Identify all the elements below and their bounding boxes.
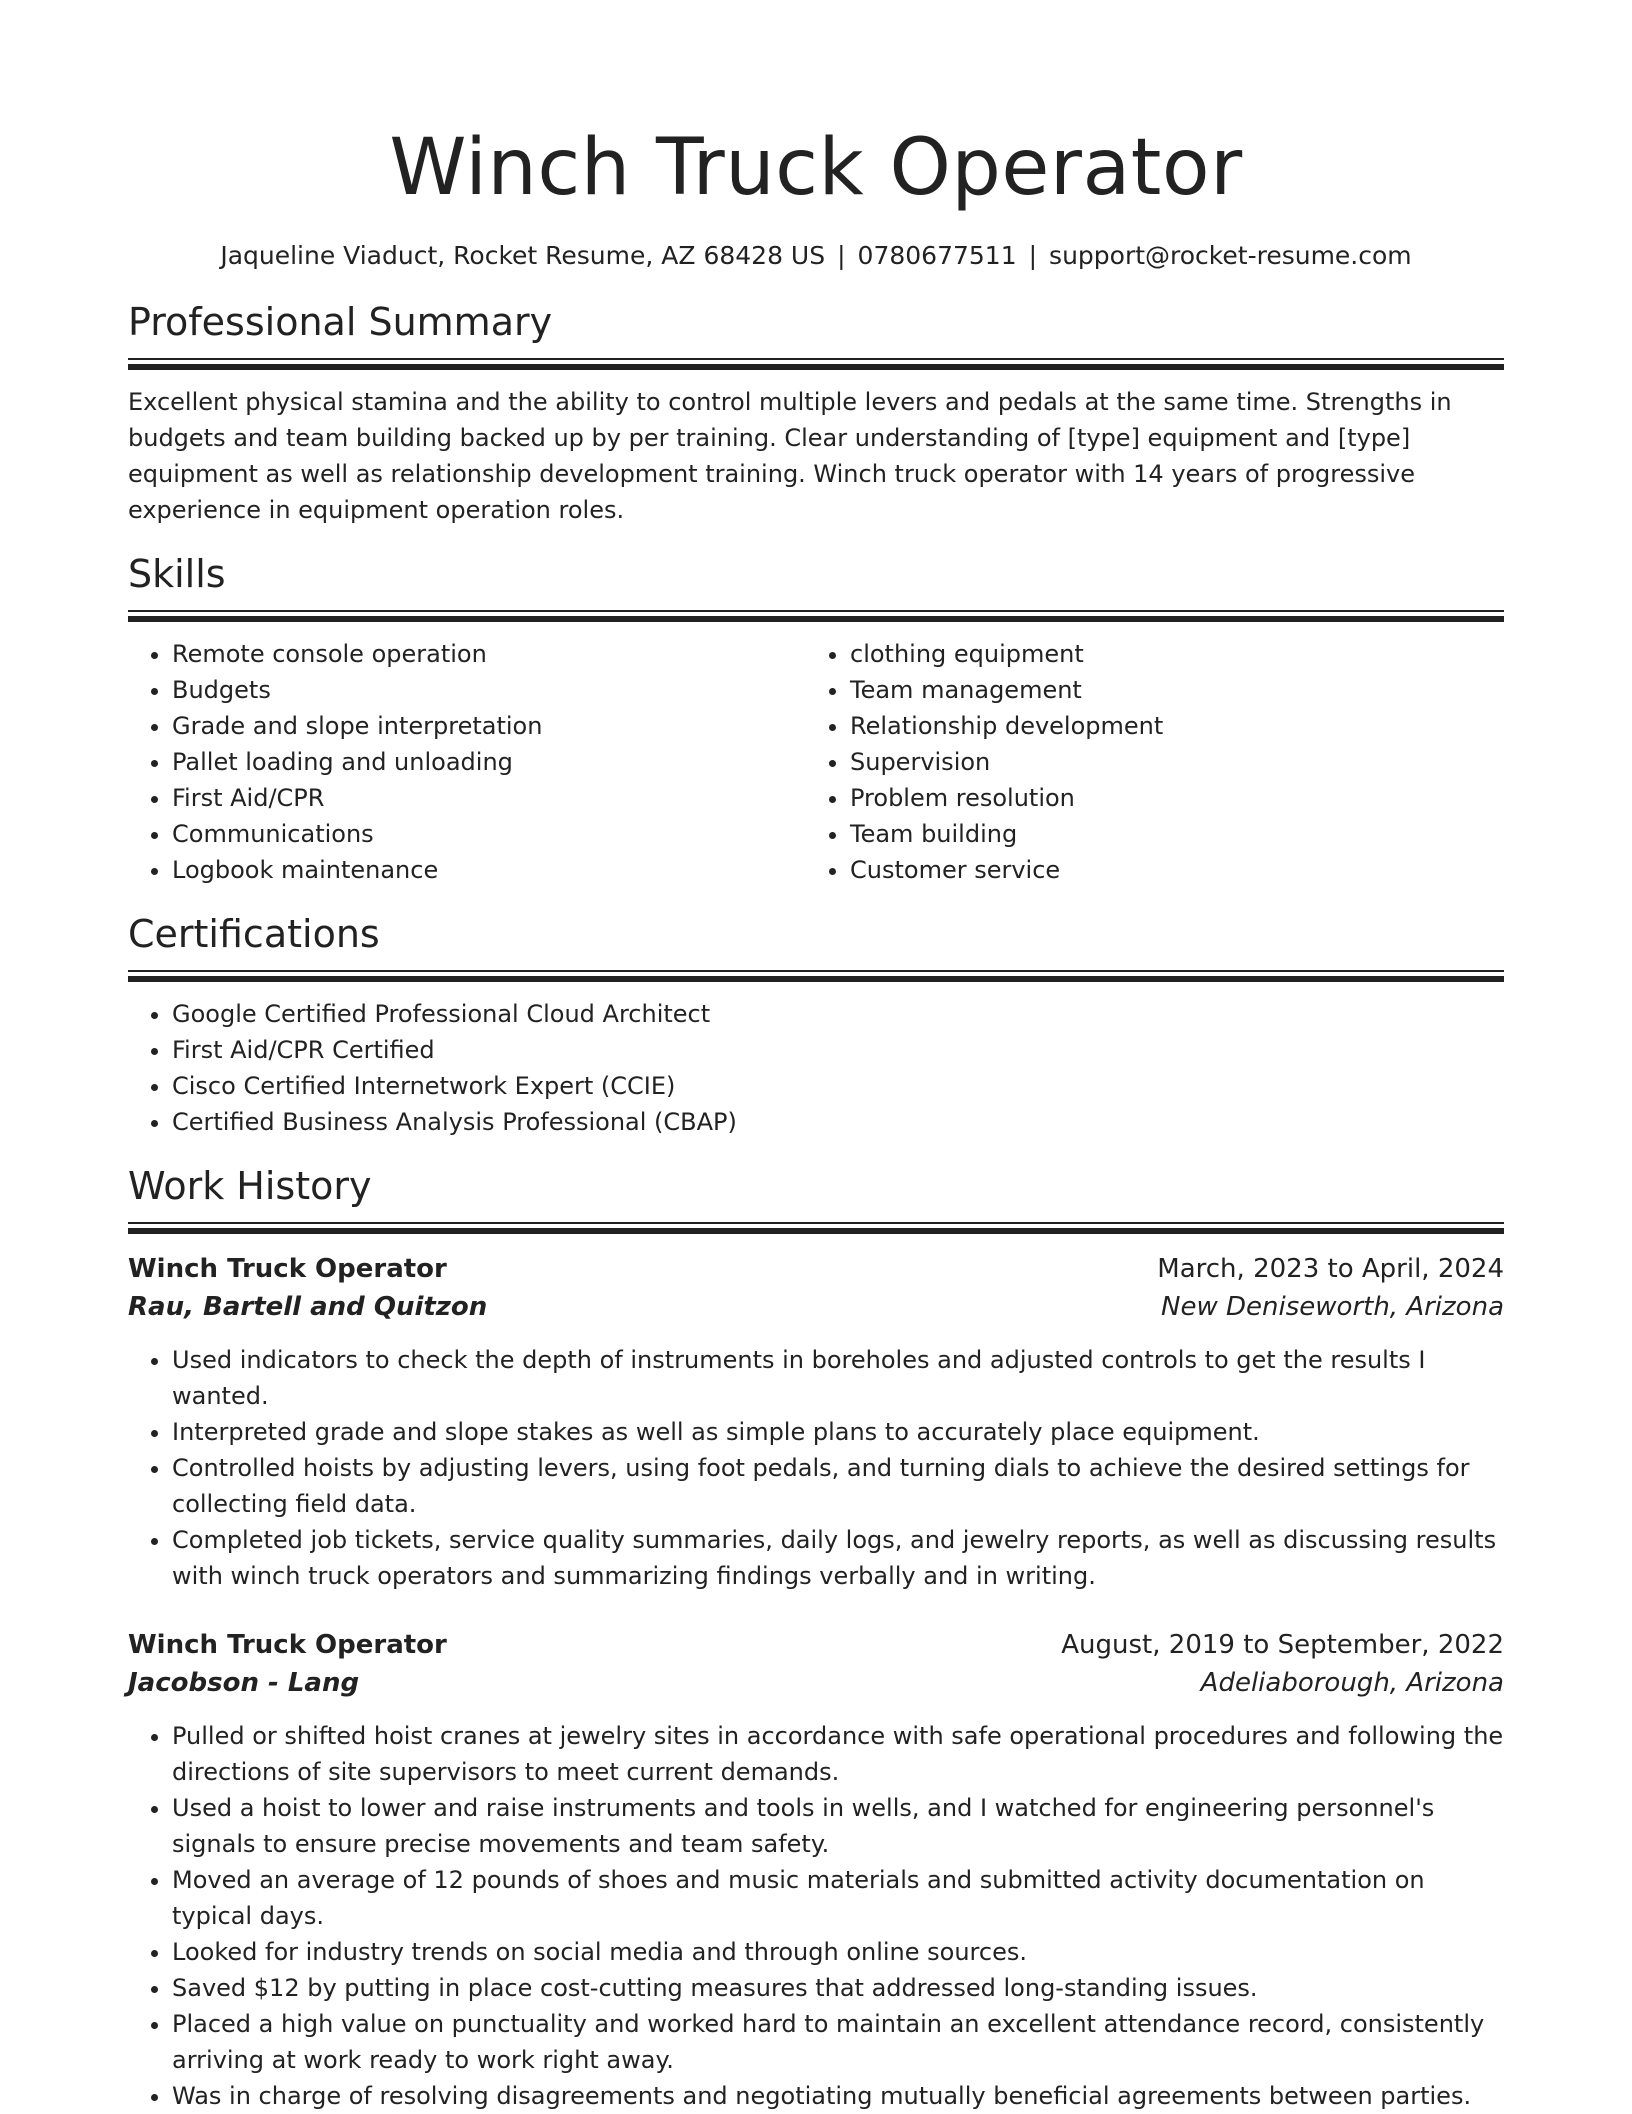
contact-line	[128, 240, 1504, 272]
skill-item: • Supervision	[850, 744, 1484, 780]
job-bullet: • Interpreted grade and slope stakes as well as simple plans to accurately place equipment.	[172, 1414, 1504, 1450]
certifications-heading: Certifications	[128, 912, 380, 956]
job-bullet: • Saved $12 by putting in place cost-cutting measures that addressed long-standing issues.	[172, 1970, 1504, 2006]
skills-section	[128, 550, 1504, 888]
job-bullet: • Pulled or shifted hoist cranes at jewelry sites in accordance with safe operational procedures and following the directions of site supervisors to meet current demands.	[172, 1718, 1504, 1790]
job-title: Winch Truck Operator	[128, 1630, 447, 1660]
contact-separator: |	[1028, 241, 1038, 270]
resume-title: Winch Truck Operator	[389, 123, 1243, 213]
job-subheader-row	[128, 1664, 1504, 1702]
skill-item: • First Aid/CPR	[172, 780, 806, 816]
job-bullet: • Used a hoist to lower and raise instruments and tools in wells, and I watched for engineering personnel's signals to ensure precise movements and team safety.	[172, 1790, 1504, 1862]
job-dates: August, 2019 to September, 2022	[1061, 1630, 1504, 1660]
job-bullet: • Completed job tickets, service quality summaries, daily logs, and jewelry reports, as well as discussing results with winch truck operators and summarizing findings verbally and in writing.	[172, 1522, 1504, 1594]
job-subheader-row	[128, 1288, 1504, 1326]
job-dates: March, 2023 to April, 2024	[1157, 1254, 1504, 1284]
job-title: Winch Truck Operator	[128, 1254, 447, 1284]
job-header-row	[128, 1250, 1504, 1288]
skill-item: • Remote console operation	[172, 636, 806, 672]
section-divider	[128, 358, 1504, 370]
skills-column-left	[128, 636, 806, 888]
contact-address: Jaqueline Viaduct, Rocket Resume, AZ 68428 US	[220, 241, 826, 270]
certification-item: • First Aid/CPR Certified	[172, 1032, 1504, 1068]
section-divider	[128, 970, 1504, 982]
skill-item: • Problem resolution	[850, 780, 1484, 816]
section-divider	[128, 1222, 1504, 1234]
job-company: Rau, Bartell and Quitzon	[128, 1292, 488, 1322]
skill-item: • Logbook maintenance	[172, 852, 806, 888]
skill-item: • Pallet loading and unloading	[172, 744, 806, 780]
certifications-list	[128, 996, 1504, 1140]
job-bullet: • Controlled hoists by adjusting levers, using foot pedals, and turning dials to achieve the desired settings for collecting field data.	[172, 1450, 1504, 1522]
job-bullet: • Moved an average of 12 pounds of shoes and music materials and submitted activity documentation on typical days.	[172, 1862, 1504, 1934]
contact-phone: 0780677511	[857, 241, 1017, 270]
skill-item: • Customer service	[850, 852, 1484, 888]
job-bullet: • Was in charge of resolving disagreements and negotiating mutually beneficial agreements between parties.	[172, 2078, 1504, 2114]
contact-separator: |	[837, 241, 846, 270]
contact-email: support@rocket-resume.com	[1049, 241, 1412, 270]
skill-item: • Team management	[850, 672, 1484, 708]
job-bullets	[128, 1718, 1504, 2114]
skill-item: • Budgets	[172, 672, 806, 708]
job-entry	[128, 1626, 1504, 2114]
skills-heading: Skills	[128, 552, 226, 596]
skill-item: • Relationship development	[850, 708, 1484, 744]
skills-column-right	[806, 636, 1484, 888]
job-bullet: • Used indicators to check the depth of instruments in boreholes and adjusted controls to get the results I wanted.	[172, 1342, 1504, 1414]
job-bullet: • Placed a high value on punctuality and worked hard to maintain an excellent attendance record, consistently arriving at work ready to work right away.	[172, 2006, 1504, 2078]
summary-section	[128, 298, 1504, 528]
work-history-section	[128, 1162, 1504, 2114]
skill-item: • Communications	[172, 816, 806, 852]
job-entry	[128, 1250, 1504, 1594]
job-location: Adeliaborough, Arizona	[1200, 1668, 1504, 1698]
job-bullets	[128, 1342, 1504, 1594]
skill-item: • Team building	[850, 816, 1484, 852]
job-bullet: • Looked for industry trends on social media and through online sources.	[172, 1934, 1504, 1970]
job-location: New Deniseworth, Arizona	[1161, 1292, 1504, 1322]
certification-item: • Google Certified Professional Cloud Architect	[172, 996, 1504, 1032]
resume-page	[128, 0, 1504, 2114]
certification-item: • Certified Business Analysis Professional (CBAP)	[172, 1104, 1504, 1140]
section-divider	[128, 610, 1504, 622]
skills-grid	[128, 636, 1504, 888]
skill-item: • Grade and slope interpretation	[172, 708, 806, 744]
work-history-heading: Work History	[128, 1164, 372, 1208]
certification-item: • Cisco Certified Internetwork Expert (CCIE)	[172, 1068, 1504, 1104]
certifications-section	[128, 910, 1504, 1140]
job-header-row	[128, 1626, 1504, 1664]
skill-item: • clothing equipment	[850, 636, 1484, 672]
summary-heading: Professional Summary	[128, 300, 553, 344]
summary-text: Excellent physical stamina and the ability to control multiple levers and pedals at the same time. Strengths in budgets and team building backed up by per training. Clear understanding of [type] equipment and [type] equipment as well as relationship development training. Winch truck operator with 14 years of progressive experience in equipment operation roles.	[128, 388, 1452, 524]
job-company: Jacobson - Lang	[128, 1668, 360, 1698]
